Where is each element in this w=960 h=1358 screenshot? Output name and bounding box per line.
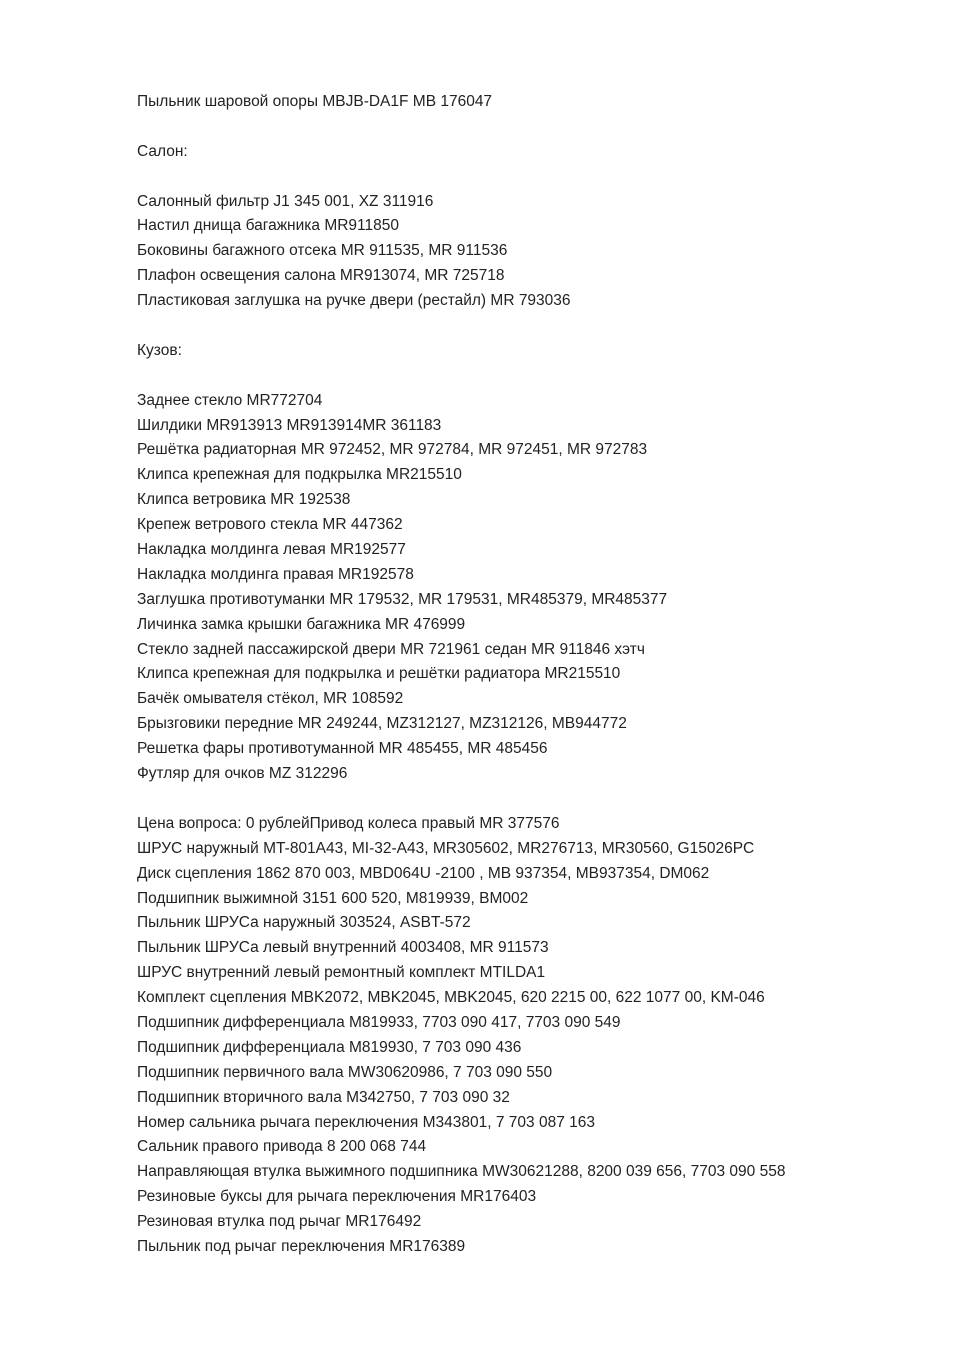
transmission-item: Диск сцепления 1862 870 003, MBD064U -2100 , MB 937354, MB937354, DM062 <box>137 864 710 882</box>
body-heading: Кузов: <box>137 341 182 359</box>
transmission-item: Пыльник ШРУСа наружный 303524, ASBT-572 <box>137 914 471 932</box>
body-item: Клипса крепежная для подкрылка и решётки радиатора MR215510 <box>137 665 621 683</box>
body-item: Клипса ветровика MR 192538 <box>137 491 351 509</box>
body-item: Бачёк омывателя стёкол, MR 108592 <box>137 690 404 708</box>
body-item: Накладка молдинга левая MR192577 <box>137 541 406 559</box>
spacer <box>137 787 937 812</box>
transmission-item: Подшипник первичного вала MW30620986, 7 703 090 550 <box>137 1063 553 1081</box>
transmission-item: Сальник правого привода 8 200 068 744 <box>137 1138 427 1156</box>
salon-item: Пластиковая заглушка на ручке двери (рестайл) MR 793036 <box>137 292 571 310</box>
transmission-item: Пыльник ШРУСа левый внутренний 4003408, MR 911573 <box>137 939 549 957</box>
transmission-item: Резиновые буксы для рычага переключения MR176403 <box>137 1188 537 1206</box>
salon-item: Салонный фильтр J1 345 001, XZ 311916 <box>137 192 434 210</box>
spacer <box>137 165 937 190</box>
spacer <box>137 115 937 140</box>
body-item: Футляр для очков MZ 312296 <box>137 765 348 783</box>
transmission-item: Номер сальника рычага переключения M343801, 7 703 087 163 <box>137 1113 595 1131</box>
salon-item: Настил днища багажника MR911850 <box>137 217 400 235</box>
body-item: Решетка фары противотуманной MR 485455, MR 485456 <box>137 740 548 758</box>
body-item: Крепеж ветрового стекла MR 447362 <box>137 516 403 534</box>
spacer <box>137 314 937 339</box>
body-item: Брызговики передние MR 249244, MZ312127, MZ312126, MB944772 <box>137 715 627 733</box>
intro-line: Пыльник шаровой опоры MBJB-DA1F MB 176047 <box>137 93 493 110</box>
transmission-item: Пыльник под рычаг переключения MR176389 <box>137 1237 466 1255</box>
body-item: Личинка замка крышки багажника MR 476999 <box>137 615 466 633</box>
transmission-item: Подшипник выжимной 3151 600 520, M819939, BM002 <box>137 889 529 907</box>
document-page <box>137 90 937 1260</box>
transmission-item: Подшипник дифференциала M819930, 7 703 090 436 <box>137 1038 522 1056</box>
salon-item: Боковины багажного отсека MR 911535, MR 911536 <box>137 242 508 260</box>
transmission-item: ШРУС наружный MT-801A43, MI-32-A43, MR305602, MR276713, MR30560, G15026PC <box>137 839 755 857</box>
spacer <box>137 364 937 389</box>
body-item: Клипса крепежная для подкрылка MR215510 <box>137 466 462 484</box>
body-item: Заднее стекло MR772704 <box>137 391 323 409</box>
body-item: Шилдики MR913913 MR913914MR 361183 <box>137 416 442 434</box>
body-item: Решётка радиаторная MR 972452, MR 972784, MR 972451, MR 972783 <box>137 441 648 459</box>
salon-item: Плафон освещения салона MR913074, MR 725718 <box>137 267 505 285</box>
body-item: Заглушка противотуманки MR 179532, MR 179531, MR485379, MR485377 <box>137 590 668 608</box>
salon-heading: Салон: <box>137 142 188 160</box>
transmission-item: Комплект сцепления MBK2072, MBK2045, MBK2045, 620 2215 00, 622 1077 00, KM-046 <box>137 989 765 1007</box>
transmission-item: Направляющая втулка выжимного подшипника MW30621288, 8200 039 656, 7703 090 558 <box>137 1163 786 1181</box>
body-item: Накладка молдинга правая MR192578 <box>137 565 414 583</box>
transmission-item: Подшипник дифференциала M819933, 7703 090 417, 7703 090 549 <box>137 1013 621 1031</box>
body-item: Стекло задней пассажирской двери MR 721961 седан MR 911846 хэтч <box>137 640 645 658</box>
transmission-item: Цена вопроса: 0 рублейПривод колеса правый MR 377576 <box>137 814 560 832</box>
transmission-item: ШРУС внутренний левый ремонтный комплект MTILDA1 <box>137 964 546 982</box>
transmission-item: Подшипник вторичного вала M342750, 7 703 090 32 <box>137 1088 510 1106</box>
transmission-item: Резиновая втулка под рычаг MR176492 <box>137 1213 422 1231</box>
